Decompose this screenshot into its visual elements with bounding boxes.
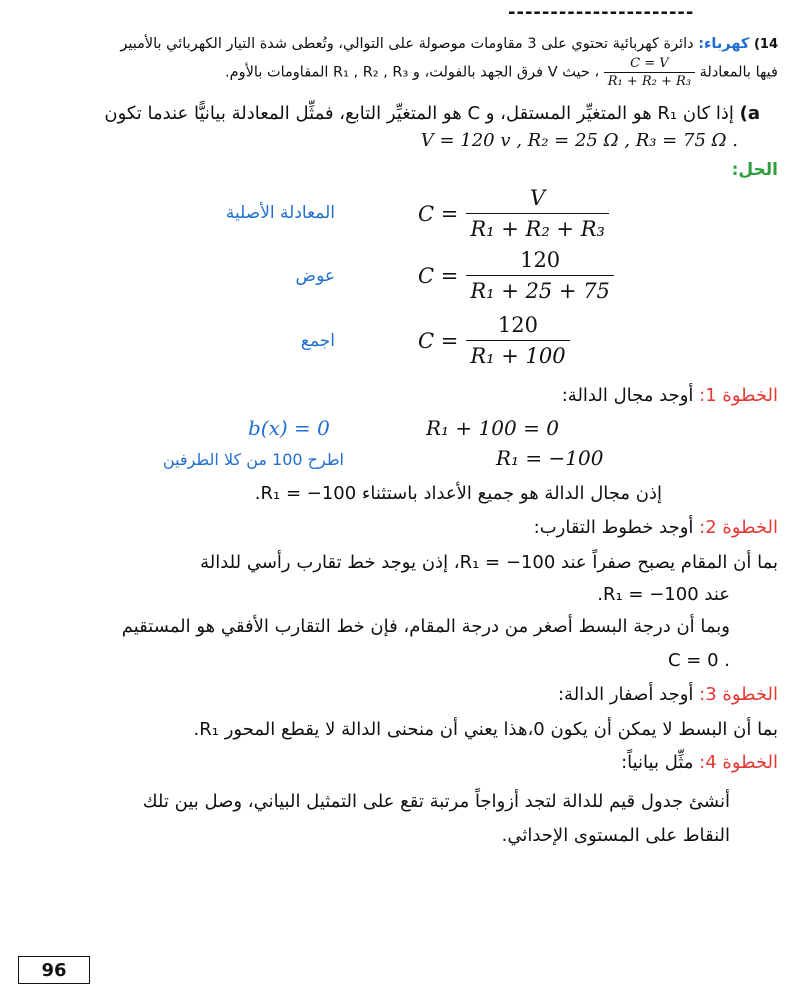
equation-substitute-num: 120 [520, 248, 561, 272]
step-2-p1-line2: عند R₁ = −100. [597, 584, 730, 605]
equation-original [418, 186, 609, 241]
equation-add-den: R₁ + 100 [466, 340, 569, 368]
step-1-eq2-right: R₁ = −100 [496, 446, 604, 470]
step-2-title [534, 517, 778, 538]
equation-original-num: V [530, 186, 546, 210]
equation-add-lhs: C = [418, 328, 459, 353]
step-3-heading: أوجد أصفار الدالة: [557, 684, 694, 705]
step-3-title [558, 684, 778, 705]
step-1-conclusion: إذن مجال الدالة هو جميع الأعداد باستثناء R₁ = −100. [254, 483, 662, 504]
step-3-text: بما أن البسط لا يمكن أن يكون 0،هذا يعني أن منحنى الدالة لا يقطع المحور R₁. [193, 719, 778, 740]
part-a-text-2: . V = 120 v , R₂ = 25 Ω , R₃ = 75 Ω [420, 130, 738, 151]
equation-original-lhs: C = [418, 201, 459, 226]
equation-original-den: R₁ + R₂ + R₃ [466, 213, 609, 241]
problem-text-2b: ، حيث V فرق الجهد بالفولت، و R₁ , R₂ , R₃ المقاومات بالأوم. [225, 64, 600, 81]
equation-substitute-den: R₁ + 25 + 75 [466, 275, 614, 303]
step-2-heading: أوجد خطوط التقارب: [533, 517, 694, 538]
step-4-label: الخطوة 4: [699, 752, 778, 773]
step-4-line1: أنشئ جدول قيم للدالة لتجد أزواجاً مرتبة تقع على التمثيل البياني، وصل بين تلك [142, 791, 730, 812]
part-a-label: a) [739, 103, 760, 124]
step-4-title [621, 752, 778, 773]
equation-substitute-lhs: C = [418, 263, 459, 288]
step-1-eq1-right: R₁ + 100 = 0 [426, 416, 559, 440]
current-formula: $\frac{C = V}{\text{R₁ + R₂ + R₃}}$ [604, 56, 695, 89]
problem-tag: كهرباء: [698, 36, 750, 52]
step-3-label: الخطوة 3: [699, 684, 778, 705]
step-2-label: الخطوة 2: [699, 517, 778, 538]
step-1-eq2-left: اطرح 100 من كلا الطرفين [162, 450, 344, 469]
equation-label-original: المعادلة الأصلية [225, 203, 335, 223]
step-1-title [562, 385, 778, 406]
page-number: 96 [18, 956, 90, 984]
solution-label: الحل: [731, 160, 778, 180]
problem-number: 14) [753, 37, 778, 52]
equation-label-add: اجمع [300, 331, 335, 351]
step-1-heading: أوجد مجال الدالة: [561, 385, 694, 406]
equation-add [418, 313, 570, 368]
equation-add-num: 120 [497, 313, 539, 337]
part-a-line-1 [20, 103, 760, 124]
problem-line-1 [18, 36, 778, 52]
problem-text-1: دائرة كهربائية تحتوي على 3 مقاومات موصولة على التوالي، وتُعطى شدة التيار الكهربائي بالأمبير [120, 36, 694, 52]
step-4-line2: النقاط على المستوى الإحداثي. [501, 825, 730, 846]
equation-substitute [418, 248, 614, 303]
step-2-p2-line2: . C = 0 [668, 650, 730, 671]
problem-line-2 [18, 56, 778, 89]
step-2-p2-line1: وبما أن درجة البسط أصغر من درجة المقام، فإن خط التقارب الأفقي هو المستقيم [121, 616, 730, 637]
part-a-line-2 [38, 130, 738, 151]
equation-label-substitute: عوض [295, 266, 335, 286]
step-2-p1-line1: بما أن المقام يصبح صفراً عند R₁ = −100، إذن يوجد خط تقارب رأسي للدالة [200, 552, 778, 573]
step-1-label: الخطوة 1: [699, 385, 778, 406]
problem-text-2a: فيها بالمعادلة [699, 64, 778, 81]
step-4-heading: مثِّل بيانياً: [621, 752, 694, 773]
step-1-eq1-left: b(x) = 0 [248, 416, 330, 440]
top-dashed-rule: ---------------------- [508, 2, 695, 23]
part-a-text-1: إذا كان R₁ هو المتغيِّر المستقل، و C هو المتغيِّر التابع، فمثِّل المعادلة بيانيًّا عندما تكون [104, 103, 734, 124]
